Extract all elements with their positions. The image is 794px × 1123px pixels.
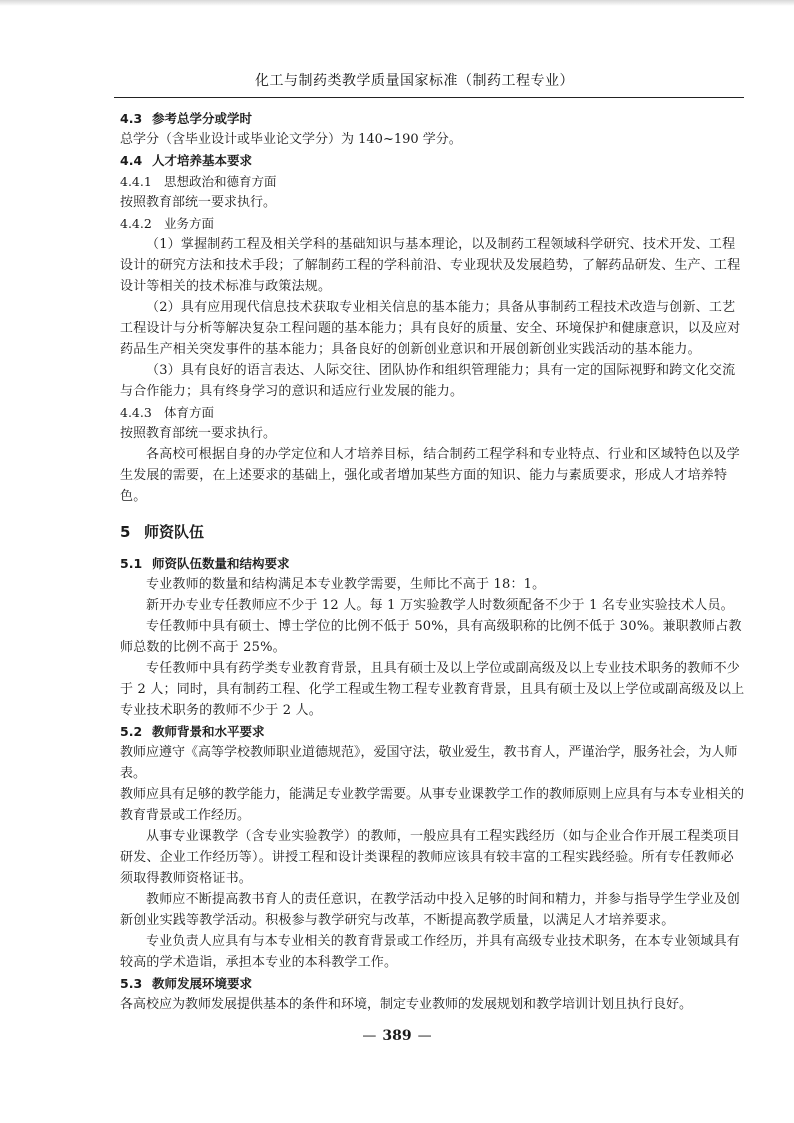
section-number: 4.4.1	[120, 174, 152, 189]
running-header-title: 化工与制药类教学质量国家标准（制药工程专业）	[255, 73, 574, 89]
section-number: 5.2	[120, 724, 143, 739]
section-number: 4.4	[120, 153, 143, 168]
paragraph: 新开办专业专任教师应不少于 12 人。每 1 万实验教学人时数须配备不少于 1 名专业实验技术人员。	[146, 598, 734, 613]
paragraph: 各高校应为教师发展提供基本的条件和环境，制定专业教师的发展规划和教学培训计划且执行良好。	[120, 997, 693, 1012]
paragraph: （2）具有应用现代信息技术获取专业相关信息的基本能力；具备从事制药工程技术改造与创新、工艺工程设计与分析等解决复杂工程问题的基本能力；具有良好的质量、安全、环境保护和健康意识，以及应对药品生产相关突发事件的基本能力；具备良好的创新创业意识和开展创新创业实践活动的基本能力。	[120, 300, 741, 357]
section-title: 思想政治和德育方面	[164, 174, 277, 189]
paragraph: 从事专业课教学（含专业实验教学）的教师，一般应具有工程实践经历（如与企业合作开展工程类项目研发、企业工作经历等）。讲授工程和设计类课程的教师应该具有较丰富的工程实践经验。所有专任教师必须取得教师资格证书。	[120, 829, 741, 886]
section-title: 参考总学分或学时	[152, 111, 253, 126]
page-number: 389	[382, 1028, 412, 1044]
subsection-heading-4-4-3	[120, 402, 745, 423]
section-number: 4.3	[120, 111, 143, 126]
paragraph: （3）具有良好的语言表达、人际交往、团队协作和组织管理能力；具有一定的国际视野和跨文化交流与合作能力；具有终身学习的意识和适应行业发展的能力。	[120, 363, 736, 399]
paragraph: 按照教育部统一要求执行。	[120, 195, 277, 210]
section-number: 5	[120, 523, 131, 541]
paragraph: 教师应具有足够的教学能力，能满足专业教学需要。从事专业课教学工作的教师原则上应具有与本专业相关的教育背景或工作经历。	[120, 787, 745, 823]
page-footer	[0, 1028, 794, 1044]
page-body	[120, 108, 745, 1015]
subsection-heading-4-4-2	[120, 213, 745, 234]
paragraph: 总学分（含毕业设计或毕业论文学分）为 140~190 学分。	[120, 132, 462, 147]
section-heading-4-3	[120, 108, 745, 129]
footer-dash-right: —	[417, 1028, 432, 1044]
running-header	[0, 62, 794, 102]
section-number: 5.1	[120, 556, 143, 571]
paragraph: 专任教师中具有硕士、博士学位的比例不低于 50%，具有高级职称的比例不低于 30%。兼职教师占教师总数的比例不高于 25%。	[120, 619, 742, 655]
section-title: 体育方面	[164, 405, 215, 420]
paragraph: 教师应遵守《高等学校教师职业道德规范》，爱国守法，敬业爱生，教书育人，严谨治学，服务社会，为人师表。	[120, 745, 738, 781]
section-heading-5-1	[120, 553, 745, 574]
section-heading-5-2	[120, 721, 745, 742]
section-number: 5.3	[120, 976, 143, 991]
paragraph: （1）掌握制药工程及相关学科的基础知识与基本理论，以及制药工程领域科学研究、技术开发、工程设计的研究方法和技术手段；了解制药工程的学科前沿、专业现状及发展趋势，了解药品研发、生产、工程设计等相关的技术标准与政策法规。	[120, 237, 741, 294]
section-heading-5-3	[120, 973, 745, 994]
footer-dash-left: —	[362, 1028, 377, 1044]
paragraph: 专业负责人应具有与本专业相关的教育背景或工作经历，并具有高级专业技术职务，在本专业领域具有较高的学术造诣，承担本专业的本科教学工作。	[120, 934, 741, 970]
section-title: 师资队伍	[144, 523, 205, 541]
scan-edge	[0, 0, 794, 6]
section-number: 4.4.2	[120, 216, 152, 231]
paragraph: 专业教师的数量和结构满足本专业教学需要，生师比不高于 18：1。	[146, 577, 546, 592]
subsection-heading-4-4-1	[120, 171, 745, 192]
paragraph: 各高校可根据自身的办学定位和人才培养目标，结合制药工程学科和专业特点、行业和区域特色以及学生发展的需要，在上述要求的基础上，强化或者增加某些方面的知识、能力与素质要求，形成人才培养特色。	[120, 447, 741, 504]
section-title: 教师发展环境要求	[152, 976, 253, 991]
header-rule	[114, 97, 744, 98]
section-number: 4.4.3	[120, 405, 152, 420]
paragraph: 按照教育部统一要求执行。	[120, 426, 277, 441]
section-title: 教师背景和水平要求	[152, 724, 265, 739]
section-title: 师资队伍数量和结构要求	[152, 556, 290, 571]
section-title: 人才培养基本要求	[152, 153, 253, 168]
chapter-heading-5	[120, 519, 745, 545]
section-heading-4-4	[120, 150, 745, 171]
paragraph: 教师应不断提高教书育人的责任意识，在教学活动中投入足够的时间和精力，并参与指导学生学业及创新创业实践等教学活动。积极参与教学研究与改革，不断提高教学质量，以满足人才培养要求。	[120, 892, 741, 928]
paragraph: 专任教师中具有药学类专业教育背景，且具有硕士及以上学位或副高级及以上专业技术职务的教师不少于 2 人；同时，具有制药工程、化学工程或生物工程专业教育背景，且具有硕士及以上学位或副高级及以上专业技术职务的教师不少于 2 人。	[120, 661, 745, 718]
section-title: 业务方面	[164, 216, 215, 231]
